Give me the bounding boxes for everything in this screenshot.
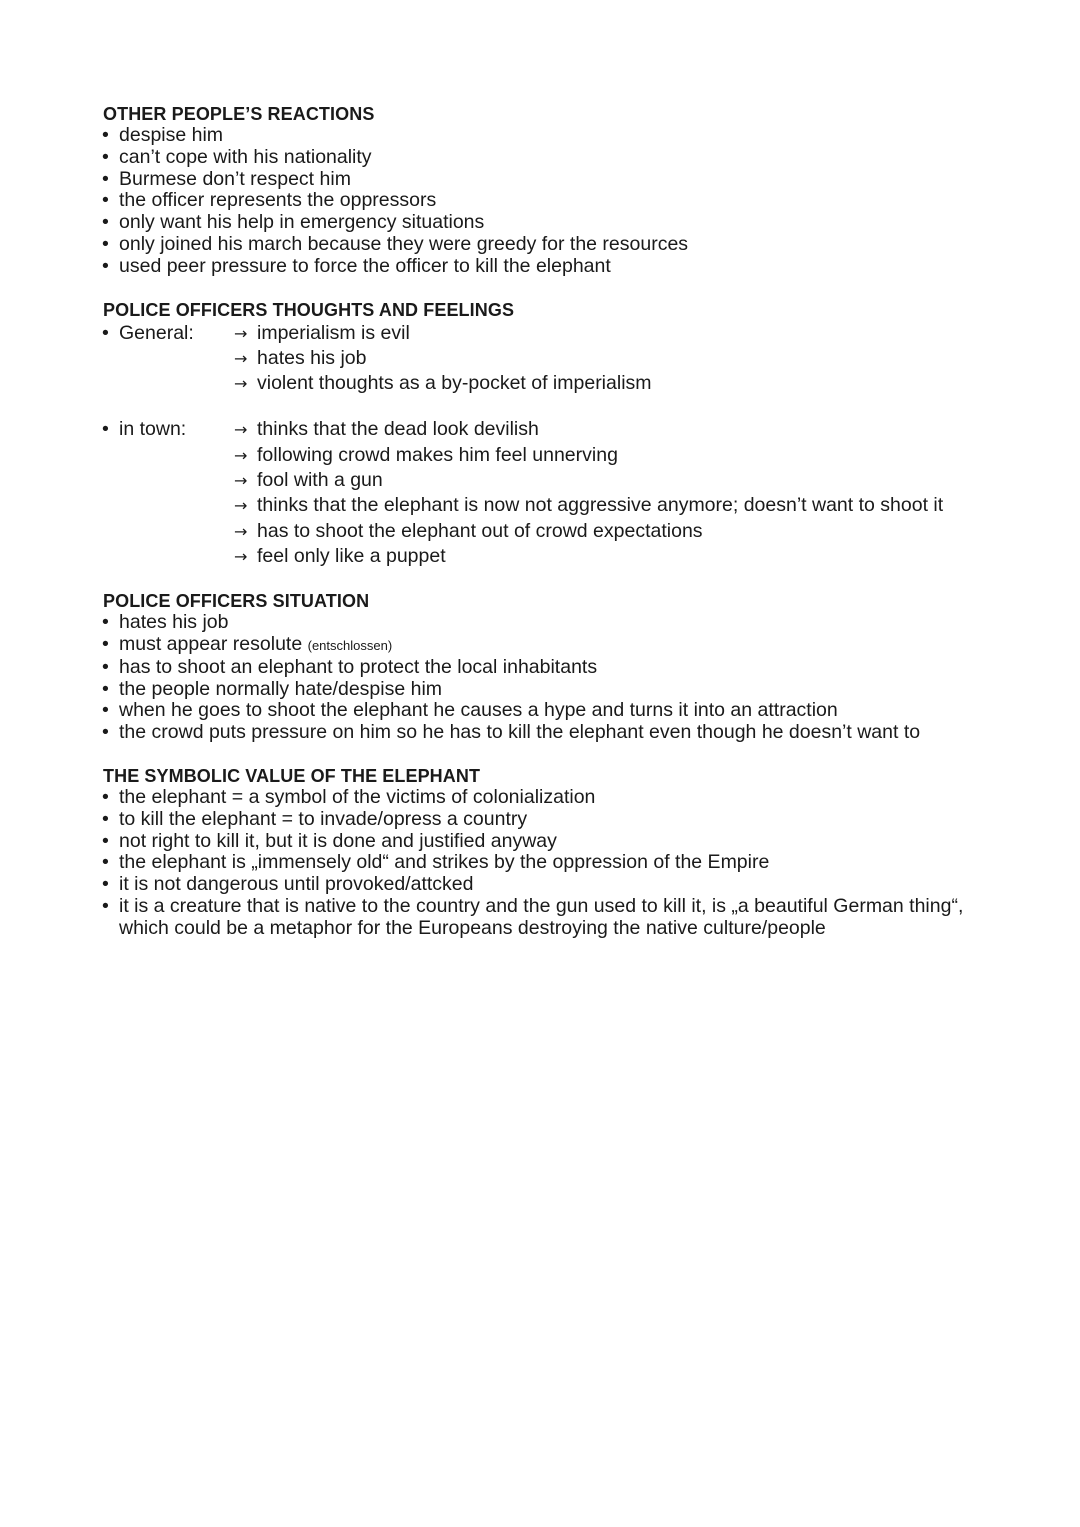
section-thoughts-and-feelings (103, 299, 1003, 570)
section-heading: OTHER PEOPLE’S REACTIONS (103, 104, 375, 124)
document-page (103, 103, 1003, 961)
section-heading: THE SYMBOLIC VALUE OF THE ELEPHANT (103, 766, 481, 787)
list-item (234, 519, 943, 544)
group-label: • General: (103, 321, 234, 397)
list-item: • when he goes to shoot the elephant he causes a hype and turns it into an attraction (103, 700, 1003, 722)
list-item-text: violent thoughts as a by-pocket of imperialism (257, 372, 652, 395)
list-item-text: must appear resolute (119, 633, 303, 656)
list-item (234, 443, 943, 468)
group-general (103, 321, 1003, 397)
bullet-list (103, 612, 1003, 744)
arrow-right-icon: → (234, 496, 248, 516)
bullet-list (103, 125, 1003, 278)
list-item (234, 321, 652, 346)
list-item: • to kill the elephant = to invade/opress a country (103, 809, 1003, 831)
list-item-text: thinks that the dead look devilish (257, 418, 539, 441)
list-item (234, 544, 943, 569)
list-item: • the elephant = a symbol of the victims of colonialization (103, 787, 1003, 809)
arrow-right-icon: → (234, 521, 248, 541)
section-officers-situation (103, 590, 1003, 744)
arrow-right-icon: → (234, 348, 248, 368)
list-item-text: has to shoot the elephant out of crowd expectations (257, 519, 703, 542)
arrow-right-icon: → (234, 323, 248, 343)
list-item-text: imperialism is evil (257, 321, 410, 344)
list-item: • only joined his march because they were greedy for the resources (103, 234, 1003, 256)
list-item: • not right to kill it, but it is done and justified anyway (103, 831, 1003, 853)
arrow-list (234, 321, 652, 397)
list-item-text: feel only like a puppet (257, 544, 446, 567)
list-item: • it is not dangerous until provoked/attcked (103, 874, 1003, 896)
arrow-right-icon: → (234, 445, 248, 465)
arrow-list (234, 417, 943, 569)
list-item-text: hates his job (257, 346, 367, 369)
list-item: • Burmese don’t respect him (103, 169, 1003, 191)
translation-note: (entschlossen) (307, 638, 393, 654)
arrow-right-icon: → (234, 374, 248, 394)
bullet-list (103, 787, 1003, 940)
arrow-right-icon: → (234, 471, 248, 491)
list-item (103, 634, 1003, 657)
list-item: • the crowd puts pressure on him so he has to kill the elephant even though he doesn’t want to (103, 722, 1003, 744)
list-item (234, 417, 943, 442)
list-item: • despise him (103, 125, 1003, 147)
list-item-text: following crowd makes him feel unnerving (257, 443, 618, 466)
arrow-right-icon: → (234, 420, 248, 440)
list-item (234, 468, 943, 493)
list-item: • the officer represents the oppressors (103, 190, 1003, 212)
list-item-text: thinks that the elephant is now not aggressive anymore; doesn’t want to shoot it (257, 494, 944, 517)
list-item: • used peer pressure to force the officer to kill the elephant (103, 256, 1003, 278)
section-other-peoples-reactions (103, 103, 1003, 278)
list-item: • hates his job (103, 612, 1003, 634)
list-item: • has to shoot an elephant to protect the local inhabitants (103, 657, 1003, 679)
arrow-right-icon: → (234, 546, 248, 566)
section-symbolic-value (103, 765, 1003, 940)
group-in-town (103, 417, 1003, 569)
list-item (234, 346, 652, 371)
section-heading: POLICE OFFICERS THOUGHTS AND FEELINGS (103, 299, 515, 320)
list-item-text: fool with a gun (257, 469, 383, 492)
list-item (234, 493, 943, 518)
list-item (234, 371, 652, 396)
list-item: • can’t cope with his nationality (103, 147, 1003, 169)
section-heading: POLICE OFFICERS SITUATION (103, 591, 370, 612)
list-item: • it is a creature that is native to the country and the gun used to kill it, is „a beautiful German thing“, which could be a metaphor for the Europeans destroying the native culture/people (103, 896, 1003, 940)
list-item: • the people normally hate/despise him (103, 679, 1003, 701)
list-item: • only want his help in emergency situations (103, 212, 1003, 234)
list-item: • the elephant is „immensely old“ and strikes by the oppression of the Empire (103, 852, 1003, 874)
group-label: • in town: (103, 417, 234, 569)
